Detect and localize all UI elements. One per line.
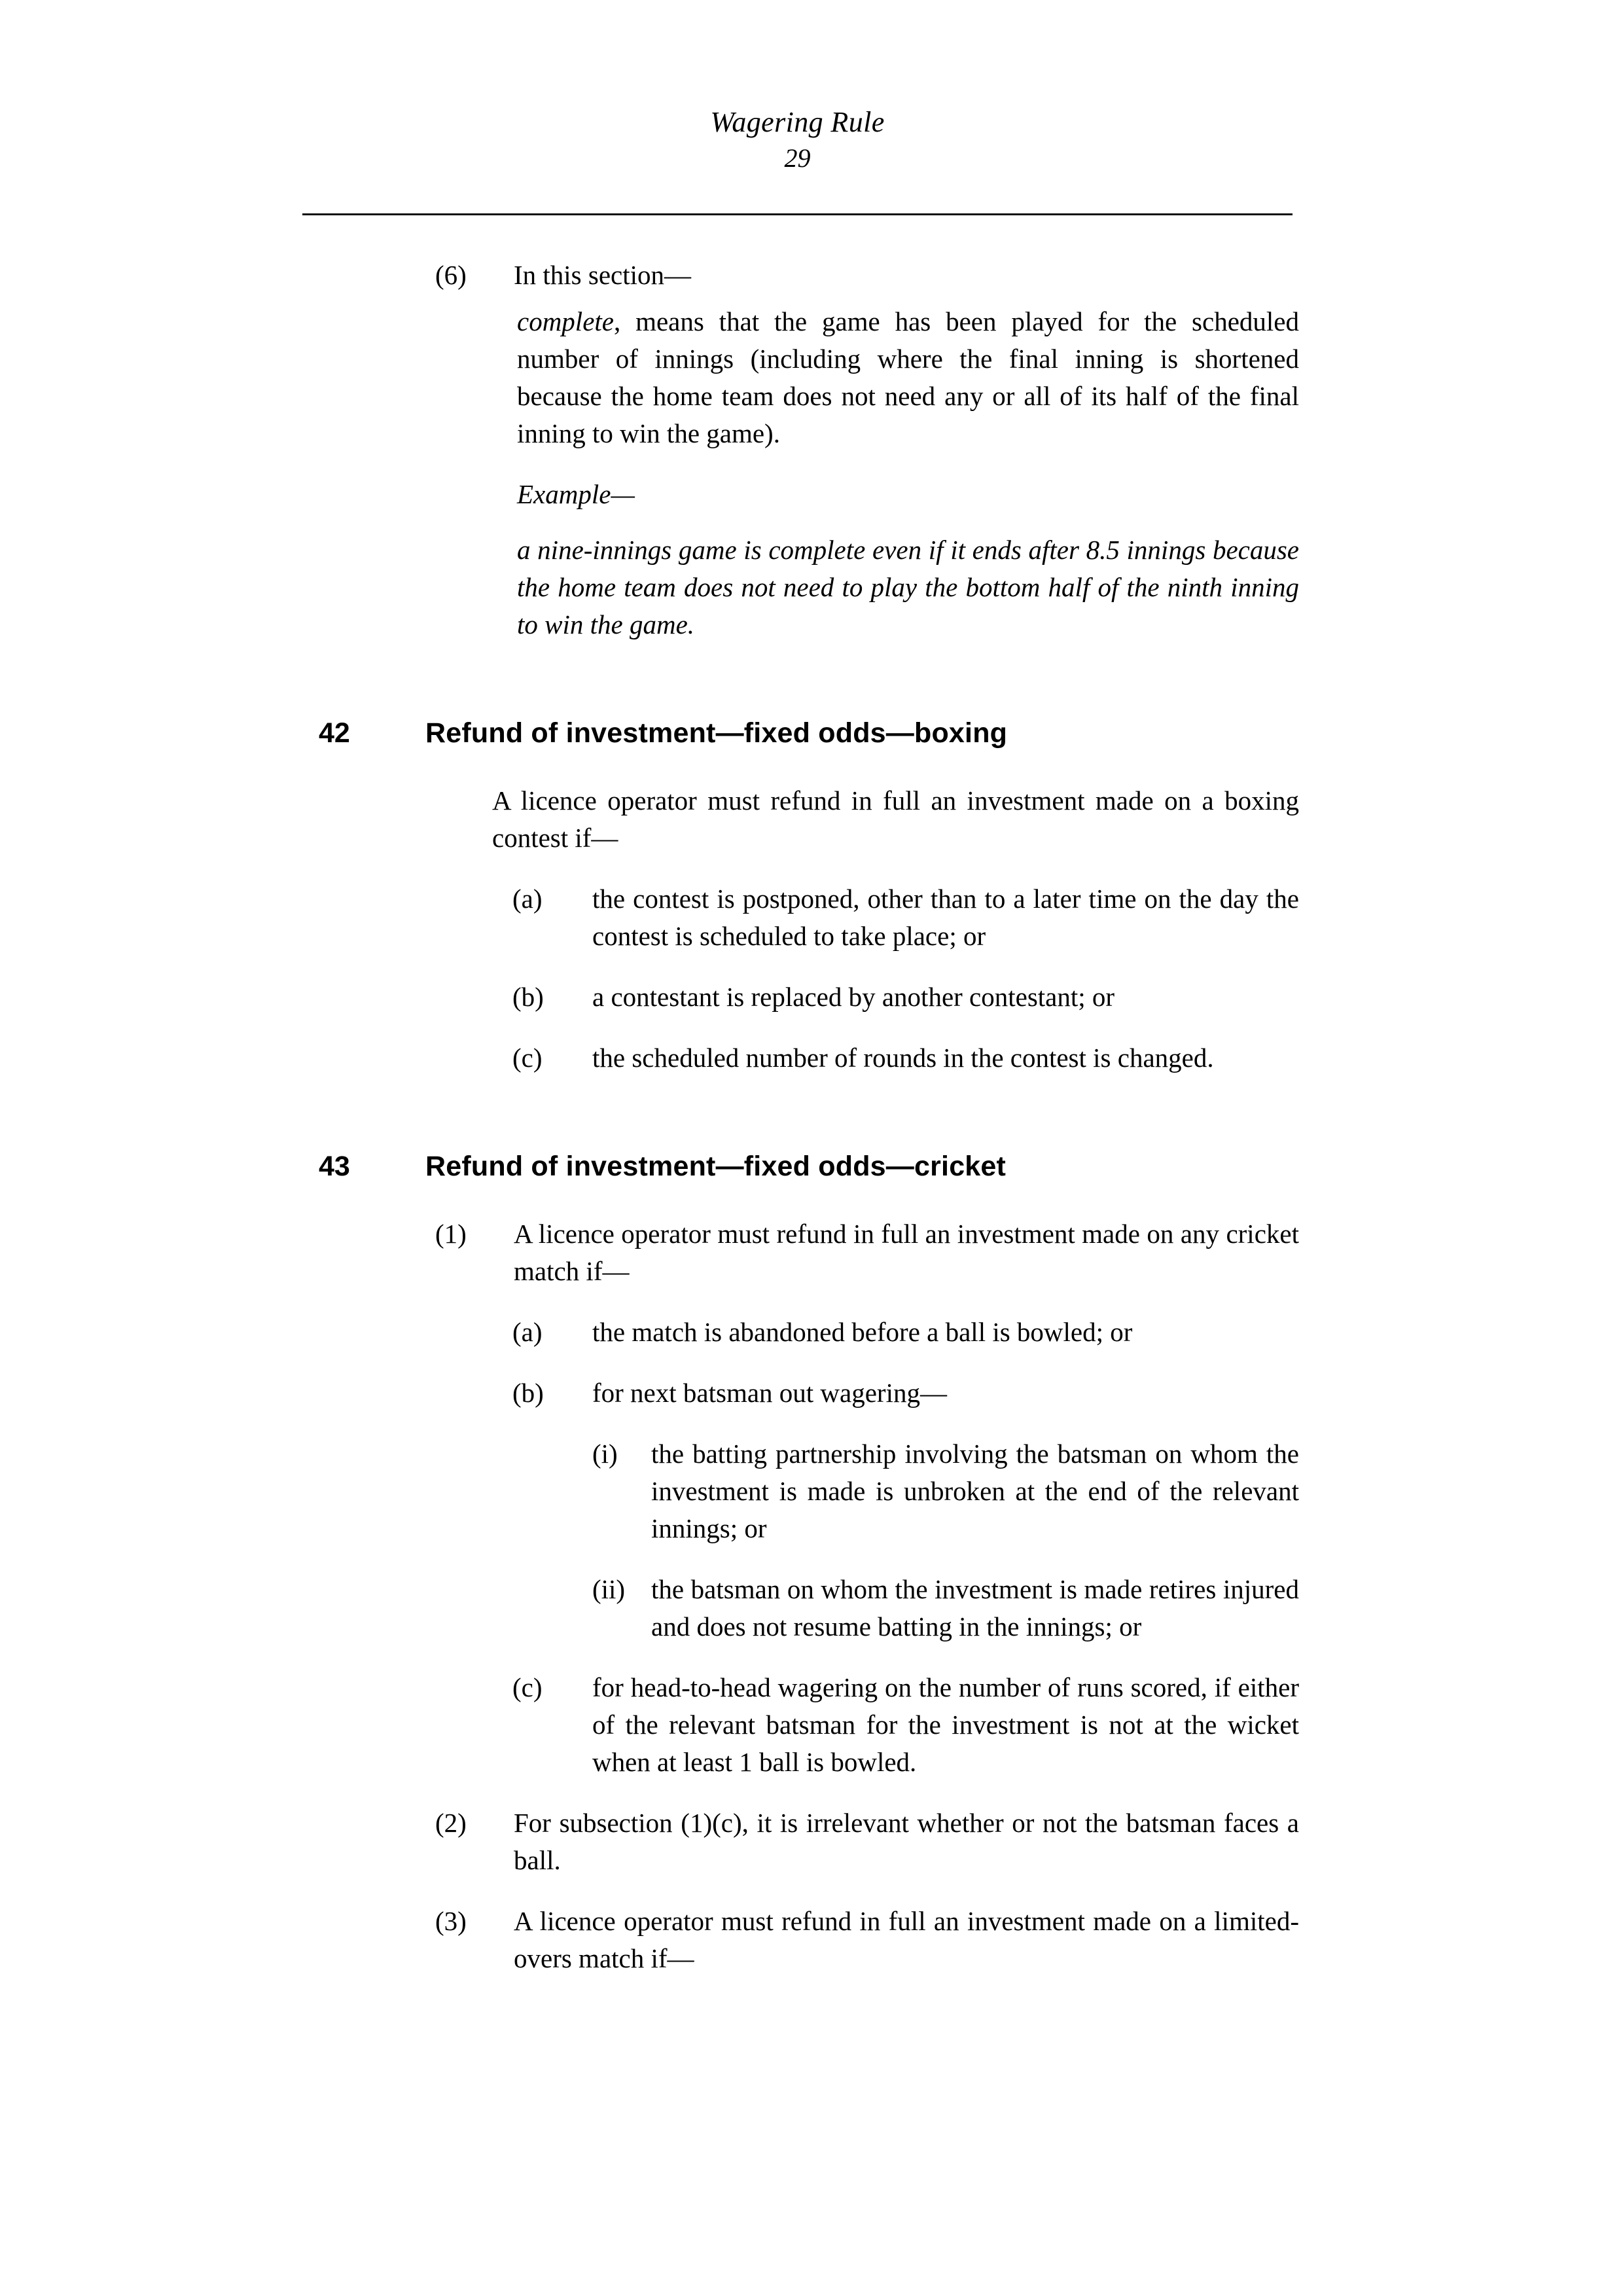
subsection-6-lead: In this section— (514, 260, 692, 290)
section-heading-43 (0, 1147, 1623, 1185)
example-text: a nine-innings game is complete even if it ends after 8.5 innings because the home team does not need to play the bottom half of the ninth inning to win the game. (517, 535, 1299, 639)
section-42-lead-block (0, 782, 1623, 857)
subparagraph-ii-text: the batsman on whom the investment is made retires injured and does not resume batting in the innings; or (651, 1574, 1299, 1641)
section-43-subsection-1 (0, 1215, 1623, 1290)
section-43-subsection-3 (0, 1903, 1623, 1977)
section-42-number: 42 (319, 717, 350, 749)
subsection-1-marker: (1) (435, 1219, 467, 1249)
section-43-subparagraph-ii (0, 1571, 1623, 1645)
section-heading-42 (0, 714, 1623, 752)
subsection-3-text: A licence operator must refund in full an investment made on a limited-overs match if— (514, 1906, 1299, 1973)
paragraph-a-marker: (a) (512, 884, 543, 914)
section-43-subsection-2 (0, 1804, 1623, 1879)
header-divider-rule (302, 213, 1293, 215)
subsection-1-lead: A licence operator must refund in full an investment made on any cricket match if— (514, 1219, 1299, 1286)
paragraph-b-marker: (b) (512, 982, 544, 1012)
section-43-subparagraph-i (0, 1435, 1623, 1547)
running-head-title: Wagering Rule (710, 106, 885, 138)
subparagraph-i-marker: (i) (592, 1439, 618, 1469)
section-42-title: Refund of investment—fixed odds—boxing (425, 717, 1008, 749)
section-42-lead: A licence operator must refund in full an investment made on a boxing contest if— (492, 785, 1299, 853)
page-header (302, 105, 1293, 175)
paragraph-b-text: for next batsman out wagering— (592, 1378, 947, 1408)
document-body (0, 257, 1623, 1977)
paragraph-c-marker: (c) (512, 1043, 543, 1073)
subsection-2-marker: (2) (435, 1808, 467, 1838)
paragraph-a-marker: (a) (512, 1317, 543, 1347)
example-label-block (0, 476, 1623, 513)
definition-complete (0, 303, 1623, 452)
section-43-paragraph-b (0, 1374, 1623, 1412)
paragraph-a-text: the match is abandoned before a ball is bowled; or (592, 1317, 1133, 1347)
section-43-number: 43 (319, 1151, 350, 1182)
example-label: Example— (517, 479, 635, 509)
paragraph-b-text: a contestant is replaced by another contestant; or (592, 982, 1115, 1012)
paragraph-b-marker: (b) (512, 1378, 544, 1408)
section-42-paragraph-a (0, 880, 1623, 955)
subsection-6-marker: (6) (435, 260, 467, 290)
page-number: 29 (784, 143, 811, 173)
section-42-paragraph-c (0, 1039, 1623, 1077)
subsection-6 (0, 257, 1623, 294)
paragraph-c-text: the scheduled number of rounds in the contest is changed. (592, 1043, 1214, 1073)
subsection-3-marker: (3) (435, 1906, 467, 1936)
subsection-2-text: For subsection (1)(c), it is irrelevant whether or not the batsman faces a ball. (514, 1808, 1299, 1875)
paragraph-a-text: the contest is postponed, other than to a later time on the day the contest is scheduled to take place; or (592, 884, 1299, 951)
definition-term: complete (517, 306, 614, 336)
subparagraph-ii-marker: (ii) (592, 1574, 626, 1604)
section-43-paragraph-c (0, 1669, 1623, 1781)
paragraph-c-marker: (c) (512, 1672, 543, 1702)
paragraph-c-text: for head-to-head wagering on the number of runs scored, if either of the relevant batsman for the investment is not at the wicket when at least 1 ball is bowled. (592, 1672, 1299, 1777)
section-43-paragraph-a (0, 1314, 1623, 1351)
subparagraph-i-text: the batting partnership involving the batsman on whom the investment is made is unbroken at the end of the relevant innings; or (651, 1439, 1299, 1543)
section-43-title: Refund of investment—fixed odds—cricket (425, 1151, 1007, 1182)
example-text-block (0, 531, 1623, 643)
section-42-paragraph-b (0, 978, 1623, 1016)
definition-body: , means that the game has been played for the scheduled number of innings (including where the final inning is shortened because the home team does not need any or all of its half of the final inning to win the game). (517, 306, 1299, 448)
